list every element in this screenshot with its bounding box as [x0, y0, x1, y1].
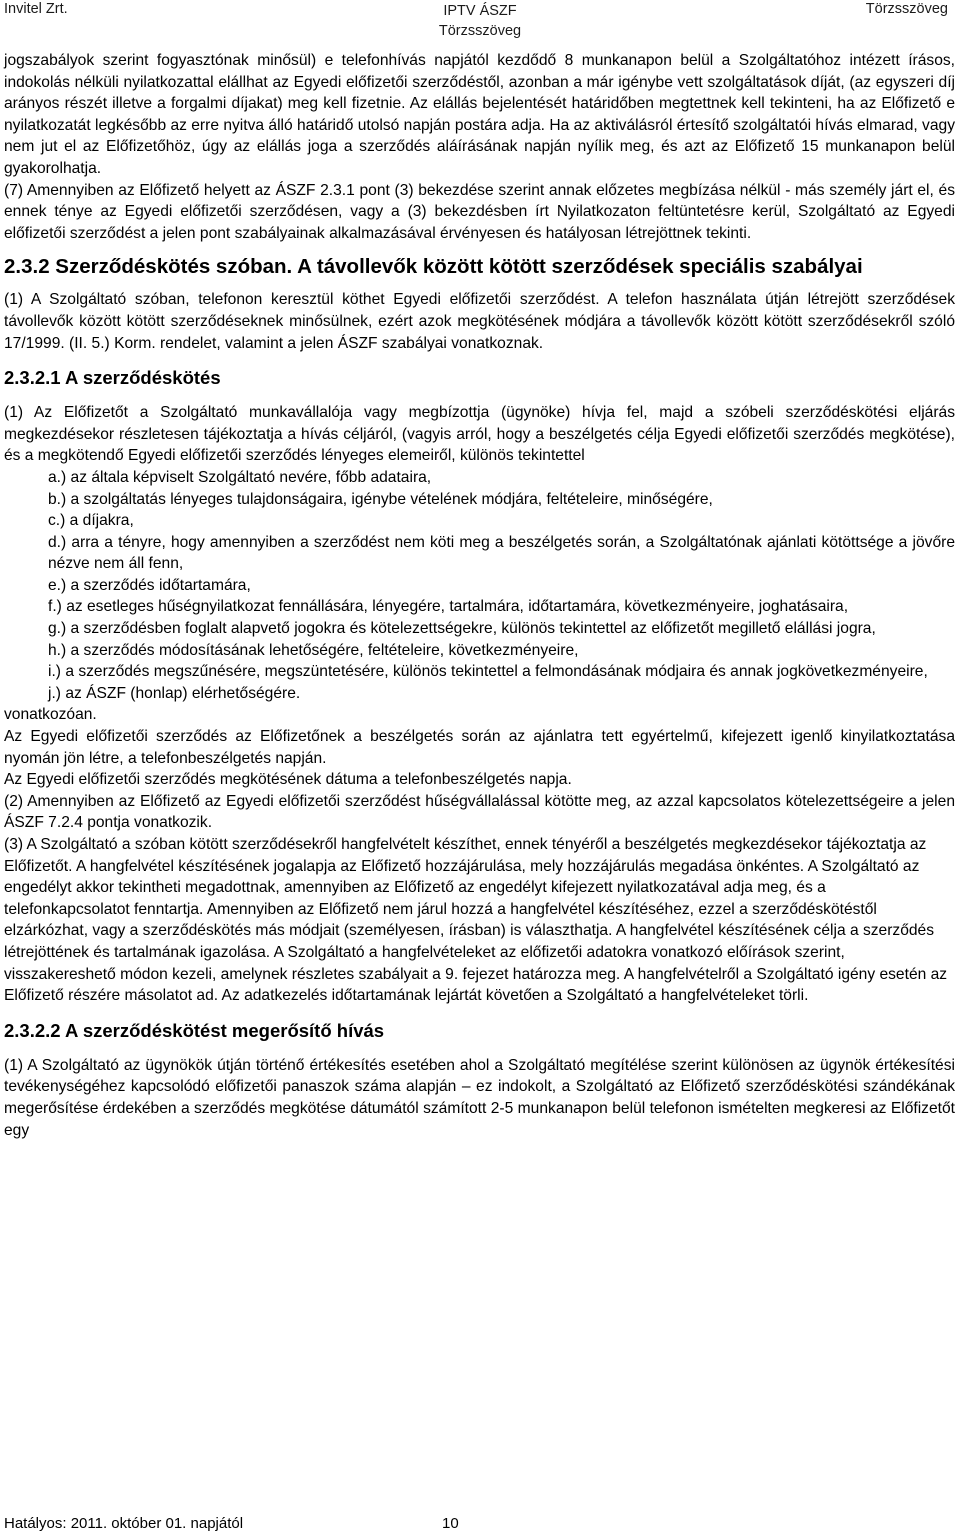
list-item: b.) a szolgáltatás lényeges tulajdonságaira, igénybe vételének módjára, feltételeire, minőségére,	[48, 490, 713, 508]
list-item: j.) az ÁSZF (honlap) elérhetőségére.	[48, 684, 301, 702]
paragraph: Az Egyedi előfizetői szerződés megkötésének dátuma a telefonbeszélgetés napja.	[4, 771, 572, 789]
header-company: Invitel Zrt.	[4, 1, 68, 17]
header-center	[0, 1, 960, 41]
paragraph: (1) A Szolgáltató az ügynökök útján történő értékesítés esetében ahol a Szolgáltató megítélése szerint különösen az ügynök értékesítési tevékenységéhez kapcsolódó előfizetői panaszok száma alapján – ez indokolt, a Szolgáltató az Előfizető szerződéskötési szándékának megerősítése érdekében a szerződés megkötése dátumától számított 2-5 munkanapon belül telefonon ismételten megkeresi az Előfizetőt egy	[4, 1056, 955, 1139]
header-doc-subtitle: Törzsszöveg	[438, 23, 522, 39]
subsection-heading: 2.3.2.1 A szerződéskötés	[4, 367, 221, 389]
spacer	[4, 280, 955, 289]
document-body	[4, 50, 955, 1141]
paragraph: (1) Az Előfizetőt a Szolgáltató munkavállalója vagy megbízottja (ügynöke) hívja fel, majd a szóbeli szerződéskötési eljárás megkezdésekor részletesen tájékoztatja a hívás céljáról, (vagyis arról, hogy a beszélgetés célja Egyedi előfizetői szerződés megkötése), és a megkötendő Egyedi előfizetői szerződés lényeges elemeiről, különös tekintettel	[4, 404, 955, 465]
spacer	[4, 354, 955, 366]
list-item: h.) a szerződés módosításának lehetőségére, feltételeire, következményeire,	[48, 641, 579, 659]
section-heading: 2.3.2 Szerződéskötés szóban. A távollevők között kötött szerződések speciális szabályai	[4, 255, 863, 279]
list-item: a.) az általa képviselt Szolgáltató nevére, főbb adataira,	[48, 468, 432, 486]
spacer	[4, 1043, 955, 1055]
list-item: d.) arra a tényre, hogy amennyiben a szerződést nem köti meg a beszélgetés során, a Szolgáltatónak ajánlati kötöttsége a jövőre nézve nem áll fenn,	[48, 533, 955, 573]
page-header	[0, 0, 960, 44]
spacer	[4, 244, 955, 253]
paragraph: (3) A Szolgáltató a szóban kötött szerződésekről hangfelvételt készíthet, ennek tényéről a beszélgetés megkezdésekor tájékoztatja az Előfizetőt. A hangfelvétel készítésének jogalapja az Előfizető hozzájárulása, mely hozzájárulás megadása önkéntes. A Szolgáltató az engedélyt akkor tekintheti megadottnak, amennyiben az Előfizető az engedélyt kifejezett nyilatkozatával adja meg, és a telefonkapcsolatot fenntartja. Amennyiben az Előfizető nem járul hozzá a hangfelvétel készítéséhez, ezzel a szerződéskötéstől elzárkózhat, vagy a szerződéskötés más módjait (személyesen, írásban) is választhatja. A hangfelvétel készítésének célja a szerződés létrejöttének és tartalmának igazolása. A Szolgáltató a hangfelvételeket az előfizetői adatokra vonatkozó előírások szerint, visszakereshető módon kezeli, amelynek részletes szabályait a 9. fejezet határozza meg. A hangfelvételről a Szolgáltató igény esetén az Előfizető részére másolatot ad. Az adatkezelés időtartamának lejártát követően a Szolgáltató a hangfelvételeket törli.	[4, 836, 948, 1005]
list-item: i.) a szerződés megszűnésére, megszüntetésére, különös tekintettel a felmondásának módjaira és annak jogkövetkezményeire,	[48, 663, 928, 681]
footer-validity: Hatályos: 2011. október 01. napjától	[4, 1515, 244, 1532]
list-item: e.) a szerződés időtartamára,	[48, 576, 251, 594]
page-number: 10	[442, 1515, 459, 1532]
header-right-label: Törzsszöveg	[865, 1, 948, 17]
paragraph: Az Egyedi előfizetői szerződés az Előfizetőnek a beszélgetés során az ajánlatra tett egyértelmű, kifejezett igenlő kinyilatkoztatása nyomán jön létre, a telefonbeszélgetés napján.	[4, 728, 955, 767]
list-item: f.) az esetleges hűségnyilatkozat fennállására, lényegére, tartalmára, időtartamára, következményeire, joghatásaira,	[48, 598, 849, 616]
page-footer	[4, 1515, 459, 1532]
list-item: g.) a szerződésben foglalt alapvető jogokra és kötelezettségekre, különös tekintettel az előfizetőt megillető elállási jogra,	[48, 620, 876, 638]
spacer	[4, 1007, 955, 1019]
paragraph: jogszabályok szerint fogyasztónak minősül) e telefonhívás napjától kezdődő 8 munkanapon belül a Szolgáltatóhoz intézett írásos, indokolás nélküli nyilatkozattal elállhat az Egyedi előfizetői szerződéstől, azonban a már igénybe vett szolgáltatások díját, (az egyszeri díj arányos részét illetve a forgalmi díjakat) meg kell fizetnie. Az elállás bejelentését határidőben megtettnek kell tekinteni, ha az Előfizető e nyilatkozatát legkésőbb az erre nyitva álló határidő utolsó napján postára adja. Ha az aktiválásról értesítő szolgáltatói hívás elmarad, vagy nem jut el az Előfizetőhöz, úgy az elállás joga a szerződés aláírásának napján nyílik meg, és azt az Előfizető 15 munkanapon belül gyakorolhatja.	[4, 52, 955, 177]
spacer	[4, 390, 955, 402]
paragraph: vonatkozóan.	[4, 706, 97, 724]
paragraph: (1) A Szolgáltató szóban, telefonon keresztül köthet Egyedi előfizetői szerződést. A telefon használata útján létrejött szerződések távollevők között kötött szerződéseknek minősülnek, ezért azok megkötésének módjára a távollevők között kötött szerződésekről szóló 17/1999. (II. 5.) Korm. rendelet, valamint a jelen ÁSZF szabályai vonatkoznak.	[4, 291, 955, 352]
paragraph: (2) Amennyiben az Előfizető az Egyedi előfizetői szerződést hűségvállalással kötötte meg, az azzal kapcsolatos kötelezettségeire a jelen ÁSZF 7.2.4 pontja vonatkozik.	[4, 792, 955, 832]
paragraph: (7) Amennyiben az Előfizető helyett az ÁSZF 2.3.1 pont (3) bekezdése szerint annak előzetes megbízása nélkül - más személy járt el, és ennek ténye az Egyedi előfizetői szerződésen, vagy a (3) bekezdésben írt Nyilatkozaton feltüntetésre kerül, Szolgáltató az Egyedi előfizetői szerződést a jelen pont szabályainak alkalmazásával érvényesen és hatályosan létrejöttnek tekinti.	[4, 181, 955, 242]
list-item: c.) a díjakra,	[48, 512, 134, 530]
subsection-heading: 2.3.2.2 A szerződéskötést megerősítő hívás	[4, 1019, 385, 1041]
header-doc-title: IPTV ÁSZF	[443, 3, 517, 19]
